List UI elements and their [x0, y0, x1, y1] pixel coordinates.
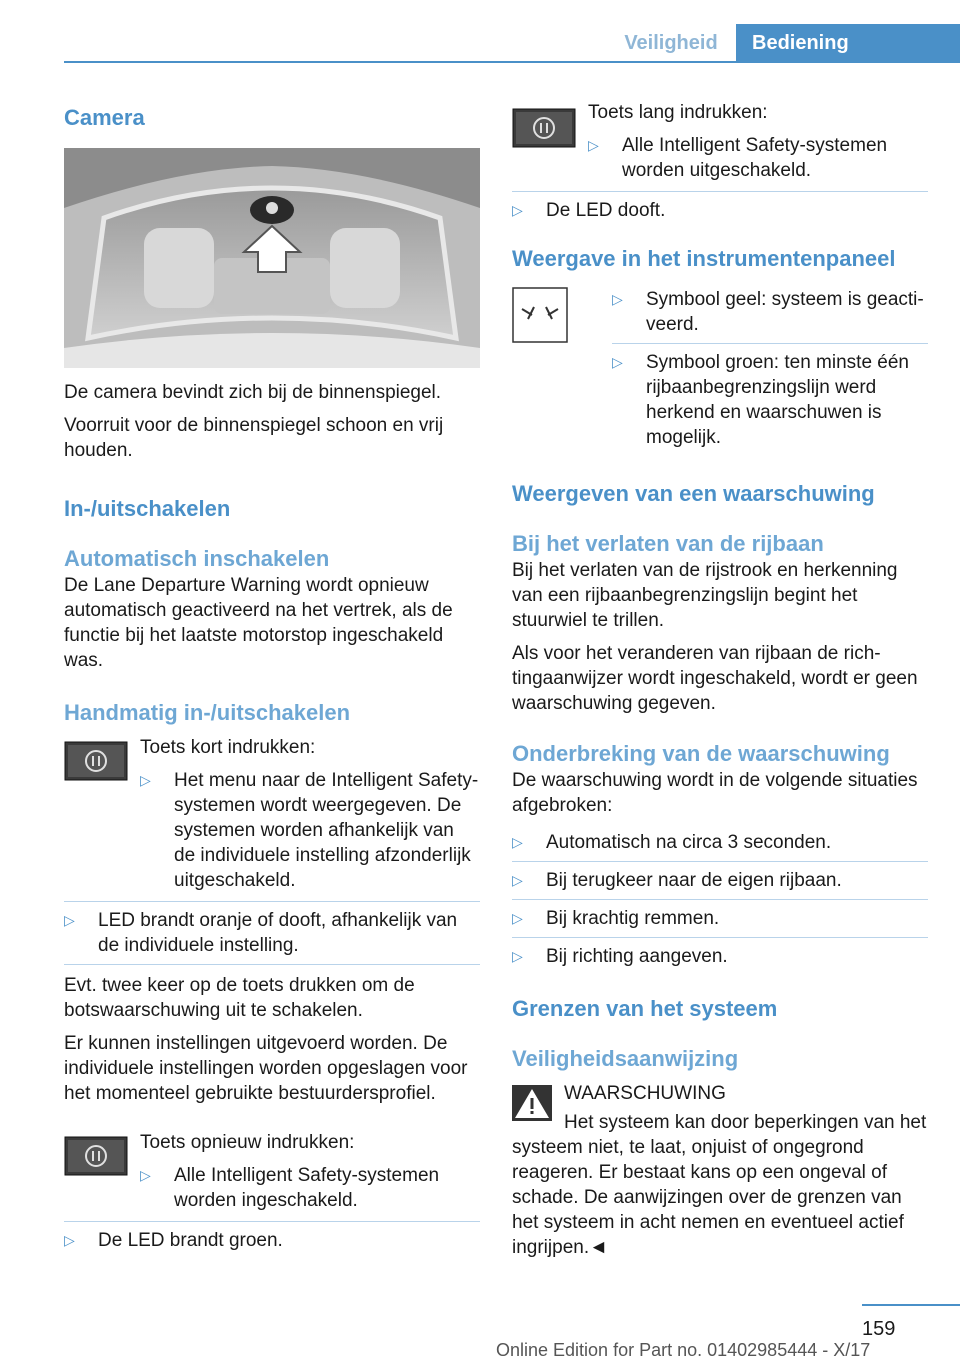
list-item: ▷ Het menu naar de Intelligent Safety-systemen wordt weergegeven. De systemen worden afhankelijk van de individuele instelling afzonderlijk uitgeschakeld. [140, 770, 479, 891]
warning-triangle-icon [512, 1085, 552, 1121]
warning-block [512, 1081, 928, 1260]
list-item: ▷ De LED brandt groen. [64, 1230, 283, 1251]
led-green-list [64, 1228, 480, 1253]
bullet-triangle-icon: ▷ [588, 137, 599, 153]
led-off-list [512, 198, 928, 223]
camera-heading: Camera [64, 105, 145, 130]
short-press-list [140, 768, 480, 893]
interrupt-heading: Onderbreking van de waarschuwing [512, 741, 890, 766]
bullet-triangle-icon: ▷ [512, 910, 523, 926]
edition-footer: Online Edition for Part no. 01402985444 - X/17 [496, 1340, 871, 1360]
long-press-list [588, 133, 928, 183]
leave-lane-heading: Bij het verlaten van de rijbaan [512, 531, 824, 556]
list-item: ▷ Symbool geel: systeem is geactiveerd. [612, 287, 928, 344]
safety-button-icon [64, 741, 128, 781]
right-column [512, 100, 928, 1260]
leave-lane-text-1: Bij het verlaten van de rijstrook en herkenning van een rijbaanbegrenzingslijn begint het stuurwiel te trillen. [512, 560, 898, 631]
long-press-block [512, 100, 928, 183]
bullet-triangle-icon: ▷ [512, 948, 523, 964]
led-green-block [64, 1221, 480, 1253]
press-again-label: Toets opnieuw indrukken: [140, 1132, 355, 1153]
bullet-triangle-icon: ▷ [512, 872, 523, 888]
limits-heading: Grenzen van het systeem [512, 996, 778, 1021]
list-item: ▷ Symbool groen: ten minste één rijbaanbegrenzingslijn werd herkend en waarschuwen is mogelijk. [612, 352, 909, 448]
bullet-triangle-icon: ▷ [512, 202, 523, 218]
camera-illustration [64, 148, 480, 368]
header-tab-veiligheid[interactable]: Veiligheid [624, 32, 718, 54]
header-tab-bediening[interactable]: Bediening [736, 24, 960, 63]
press-again-block [64, 1130, 480, 1213]
safety-button-icon [64, 1136, 128, 1176]
led-orange-list [64, 908, 480, 965]
auto-on-heading: Automatisch inschakelen [64, 546, 330, 571]
bullet-triangle-icon: ▷ [612, 354, 623, 370]
manual-onoff-heading: Handmatig in-/uitschakelen [64, 700, 351, 725]
auto-on-text: De Lane Departure Warning wordt opnieuw automatisch geactiveerd na het vertrek, als de functie bij het laatste motorstop ingeschakeld was. [64, 575, 453, 671]
list-item: ▷ Bij krachtig remmen. [512, 906, 928, 938]
bullet-triangle-icon: ▷ [612, 291, 623, 307]
short-press-label: Toets kort indrukken: [140, 737, 316, 758]
list-item: ▷ Bij richting aangeven. [512, 946, 728, 967]
list-item: ▷ LED brandt oranje of dooft, afhankelijk van de individuele instelling. [64, 908, 480, 965]
page-number: 159 [862, 1318, 896, 1340]
press-again-list [140, 1163, 480, 1213]
safety-note-heading: Veiligheidsaanwijzing [512, 1046, 739, 1071]
lane-marker-icon [512, 287, 568, 343]
camera-location-text: De camera bevindt zich bij de binnenspiegel. [64, 382, 442, 403]
header-rule [64, 61, 960, 63]
page-number-rule [862, 1304, 960, 1306]
display-block [512, 287, 928, 450]
press-twice-text: Evt. twee keer op de toets drukken om de botswaarschuwing uit te schakelen. [64, 975, 415, 1021]
left-column [64, 100, 480, 1253]
interrupt-list [512, 830, 928, 975]
warning-display-heading: Weergeven van een waarschuwing [512, 481, 875, 506]
list-item: ▷ Bij terugkeer naar de eigen rijbaan. [512, 868, 928, 900]
list-item: ▷ Automatisch na circa 3 seconden. [512, 830, 928, 862]
safety-button-icon [512, 108, 576, 148]
settings-text: Er kunnen instellingen uitgevoerd worden. De individuele instellingen worden opgeslagen voor het momenteel gebruikte bestuurdersprofiel. [64, 1033, 468, 1104]
list-item: ▷ De LED dooft. [512, 200, 666, 221]
warning-label: WAARSCHUWING [564, 1083, 726, 1104]
bullet-triangle-icon: ▷ [512, 834, 523, 850]
led-off-block [512, 191, 928, 223]
short-press-block [64, 735, 480, 893]
list-item: ▷ Alle Intelligent Safety-systemen worden ingeschakeld. [140, 1165, 440, 1211]
onoff-heading: In-/uitschakelen [64, 496, 231, 521]
bullet-triangle-icon: ▷ [140, 772, 151, 788]
interrupt-text: De waarschuwing wordt in de volgende situaties afgebroken: [512, 770, 918, 816]
bullet-triangle-icon: ▷ [64, 1232, 75, 1248]
display-heading: Weergave in het instrumentenpaneel [512, 246, 896, 271]
long-press-label: Toets lang indrukken: [588, 102, 768, 123]
display-list [612, 287, 928, 450]
warning-text: Het systeem kan door beperkingen van het systeem niet, te laat, onjuist of ongegrond reageren. Er bestaat kans op een ongeval of schade. De aanwijzingen over de grenzen van het systeem in acht nemen en eventueel actief ingrijpen.◄ [512, 1112, 927, 1258]
bullet-triangle-icon: ▷ [64, 912, 75, 928]
leave-lane-text-2: Als voor het veranderen van rijbaan de richtingaanwijzer wordt ingeschakeld, wordt er geen waarschuwing gegeven. [512, 643, 918, 714]
list-item: ▷ Alle Intelligent Safety-systemen worden uitgeschakeld. [588, 135, 888, 181]
camera-clean-text: Voorruit voor de binnenspiegel schoon en vrij houden. [64, 415, 444, 461]
led-orange-block [64, 901, 480, 965]
bullet-triangle-icon: ▷ [140, 1167, 151, 1183]
